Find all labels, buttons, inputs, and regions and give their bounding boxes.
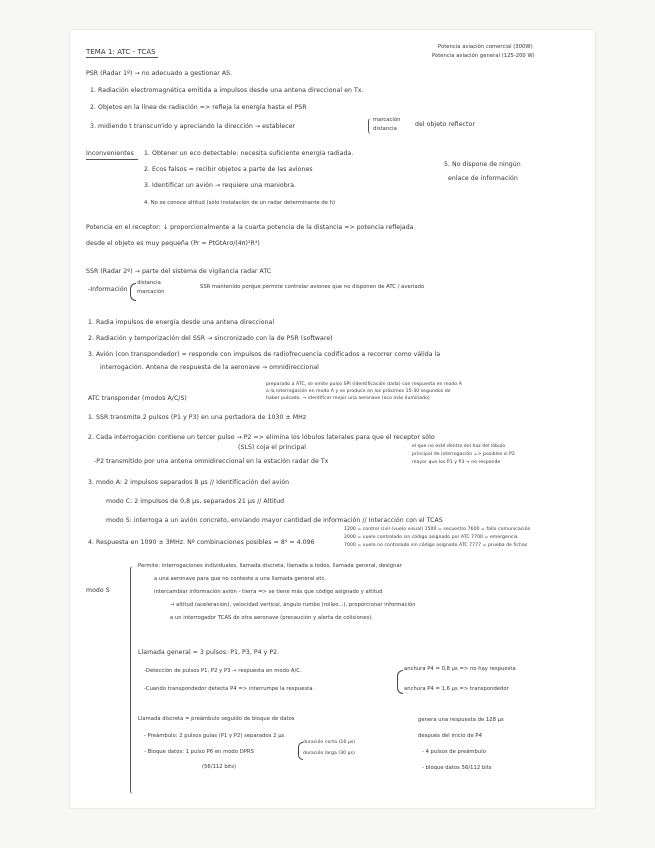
ssr-info-note: SSR mantenido porque permite controlar aviones que no disponen de ATC / averiado (200, 284, 425, 290)
bloque-bits: (56/112 bits) (202, 764, 237, 770)
psr-heading: PSR (Radar 1º) → no adecuado a gestionar AS. (86, 70, 233, 77)
header-note-1: Potencia aviación comercial (300W) (438, 44, 533, 50)
preambulo: - Preámbulo: 2 pulsos guías (P1 y P2) separados 2 µs (144, 733, 285, 739)
psr-distancia: distancia (373, 126, 397, 132)
inconveniente-3: 3. Identificar un avión → requiere una maniobra. (144, 182, 297, 189)
potencia-line-1: Potencia en el receptor: ↓ proporcionalmente a la cuarta potencia de la distancia => potencia reflejada (86, 224, 414, 231)
inconveniente-5b: enlace de información (448, 175, 518, 182)
sls-note-2: principal de interrogación => posibles si P2 (412, 452, 515, 457)
brace (397, 670, 403, 694)
inconveniente-2: 2. Ecos falsos = recibir objetos a parte de las aviones (144, 166, 313, 173)
preambulo-resp: después del inicio de P4 (418, 733, 482, 739)
ssr-info-marcacion: marcación (137, 289, 165, 295)
label-underline (86, 159, 138, 160)
ssr-heading: SSR (Radar 2º) → parte del sistema de vigilancia radar ATC (86, 268, 272, 275)
bloque-datos-bits: - bloque datos 56/112 bits (422, 765, 492, 771)
inconvenientes-label: Inconvenientes (86, 150, 134, 157)
title-underline (86, 57, 158, 58)
psr-step-3-tail: del objeto reflector (415, 121, 475, 128)
atc-step-2c: -P2 transmitido por una antena omnidireccional en la estación radar de Tx (94, 458, 329, 465)
atc-step-1: 1. SSR transmite 2 pulsos (P1 y P3) en una portadora de 1030 ± MHz (88, 414, 307, 421)
ssr-step-1: 1. Radia impulsos de energía desde una antena direccional (88, 319, 275, 326)
modo-s-permite-3: intercambiar información avión - tierra => se tiene más que código asignado y altitud (154, 589, 383, 595)
brace (130, 566, 134, 794)
sls-note-3: mayor que los P1 y P3 → no responde (412, 460, 501, 465)
squawk-note-3: 7000 = vuelo no controlado sin código asignado ATC 7777 = prueba de fichas (344, 543, 528, 548)
atc-step-2b: (SLS) coja el principal (238, 444, 307, 451)
sls-note-1: el que no esté dentro del haz del lóbulo (412, 444, 506, 449)
modo-s-permite-4: → altitud (aceleración), velocidad vertical, ángulo rumbo (rolleo...), proporcionar información (170, 602, 416, 608)
anchura-p4-long: anchura P4 = 1,6 µs => transpondedor (404, 686, 509, 692)
preambulo-pulsos: - 4 pulsos de preámbulo (422, 749, 486, 755)
modo-s-label: modo S (86, 587, 110, 594)
duracion-corta: duración corta (16 µs) (303, 740, 356, 745)
psr-step-1: 1. Radiación electromagnética emitida a impulsos desde una antena direccional en Tx. (90, 87, 364, 94)
spi-note-3: haber pulsado. → identificar mejor una aeronave (eco más iluminado) (266, 396, 430, 401)
squawk-note-1: 1200 = control civil (vuelo visual) 1500 = secuestro 7600 = fallo comunicación (344, 527, 531, 532)
potencia-line-2: desde el objeto es muy pequeña (Pr = PtGtArσ/(4π)²R⁴) (86, 240, 260, 247)
spi-note-1: preparado a ATC, se emite pulso SPI (identificación dada) con respuesta en modo A (266, 382, 462, 387)
ssr-info-label: -Información (88, 286, 128, 293)
ssr-step-3b: interrogación. Antena de respuesta de la aeronave → omnidireccional (100, 364, 319, 371)
inconveniente-1: 1. Obtener un eco detectable: necesita suficiente energía radiada. (144, 150, 354, 157)
modo-s-permite-5: a un interrogador TCAS de otra aeronave (precaución y alerta de colisiones). (170, 615, 373, 621)
inconveniente-5a: 5. No dispone de ningún (444, 161, 521, 168)
ssr-step-3: 3. Avión (con transpondedor) = responde con impulsos de radiofrecuencia codificados a recorrer como válida la (88, 351, 441, 358)
llamada-general: Llamada general = 3 pulsos: P1, P3, P4 y P2. (138, 649, 280, 656)
brace (368, 118, 372, 134)
duracion-larga: duración larga (30 µs) (303, 751, 355, 756)
header-note-2: Potencia aviación general (125-200 W) (432, 53, 535, 59)
notebook-page (70, 30, 595, 808)
anchura-p4-short: anchura P4 = 0,8 µs => no hay respuesta (404, 666, 516, 672)
ssr-info-distancia: distancia (137, 280, 161, 286)
spi-note-2: a la interrogación en modo A y se produce en los próximos 15-30 segundos de (266, 389, 451, 394)
modo-s: modo S: interroga a un avión concreto, enviando mayor cantidad de información // Interacción con el TCAS (106, 517, 443, 524)
atc-step-2: 2. Cada interrogación contiene un tercer pulso → P2 => elimina los lóbulos laterales para que el receptor sólo (88, 434, 435, 441)
page-title: TEMA 1: ATC - TCAS (86, 48, 156, 56)
llamada-discreta: Llamada discreta = preámbulo seguido de bloque de datos (138, 716, 295, 722)
llamada-general-1: -Detección de pulsos P1, P2 y P3 → respuesta en modo A/C. (144, 668, 302, 674)
llamada-general-2: -Cuando transpondedor detecta P4 => interrumpe la respuesta. (144, 686, 315, 692)
atc-transponder-lead: ATC transponder (modos A/C/S) (88, 395, 187, 402)
llamada-discreta-resp: genera una respuesta de 128 µs (418, 717, 504, 723)
modo-s-permite-2: a una aeronave para que no conteste a una llamada general etc. (154, 576, 327, 582)
squawk-note-2: 2000 = vuelo controlado sin código asignado por ATC 7700 = emergencia (344, 535, 518, 540)
ssr-step-2: 2. Radiación y temporización del SSR → sincronizado con la de PSR (software) (88, 335, 333, 342)
modo-s-permite-1: Permite: interrogaciones individuales, llamada discreta, llamada a todos, llamada general, designar (138, 563, 402, 569)
inconveniente-4: 4. No se conoce altitud (sólo instalación de un radar determinante de h) (144, 200, 336, 206)
bloque-datos: - Bloque datos: 1 pulso P6 en modo DPRS (144, 749, 254, 755)
psr-step-2: 2. Objetos en la línea de radiación => refleja la energía hasta el PSR (90, 104, 307, 111)
respuesta-line: 4. Respuesta en 1090 ± 3MHz. Nº combinaciones posibles = 8⁴ = 4.096 (88, 539, 315, 546)
psr-marcacion: marcación (373, 117, 401, 123)
brace (130, 283, 136, 301)
modo-a: 3. modo A: 2 impulsos separados 8 µs // Identificación del avión (88, 479, 290, 486)
modo-c: modo C: 2 impulsos de 0,8 µs, separados 21 µs // Altitud (106, 498, 285, 505)
psr-step-3: 3. midiendo t transcurrido y apreciando la dirección → establecer (90, 123, 296, 130)
